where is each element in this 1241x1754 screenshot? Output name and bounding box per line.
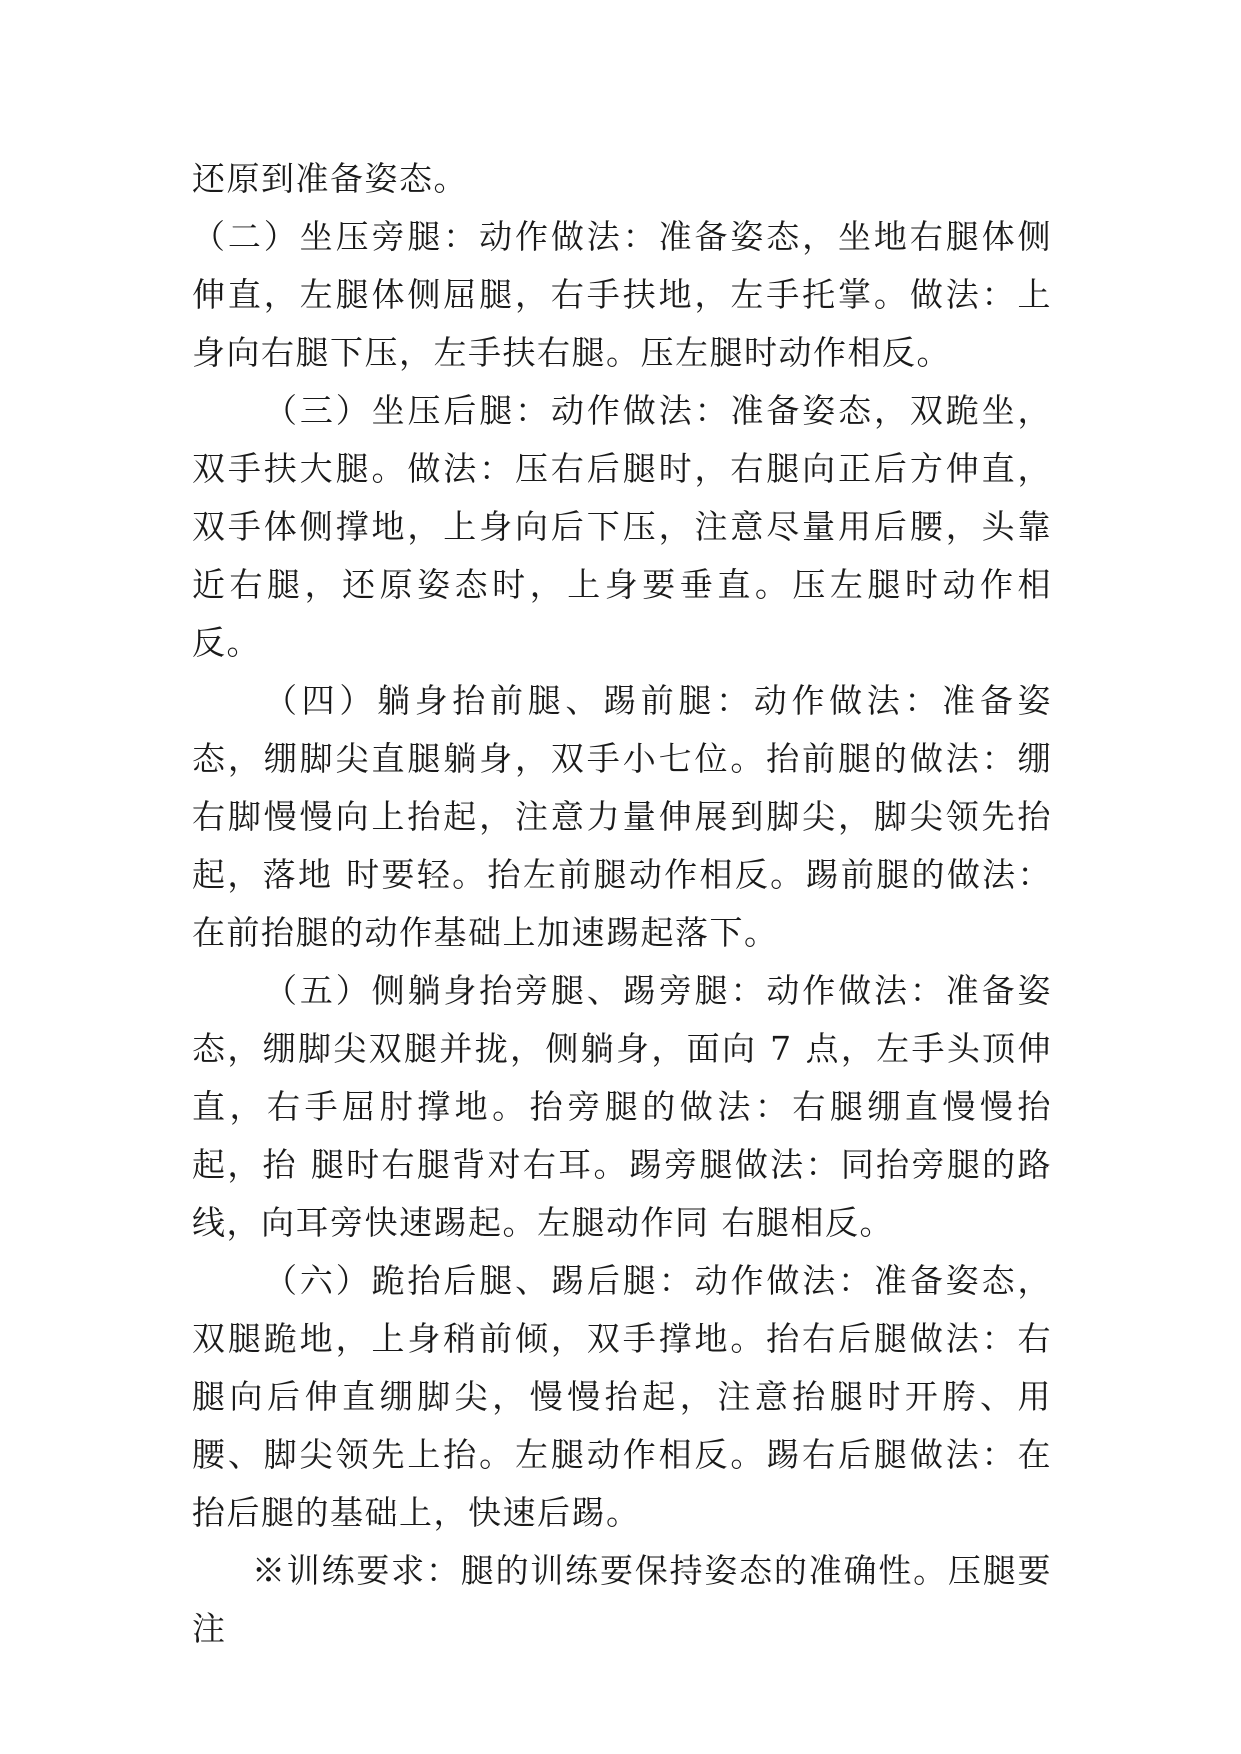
paragraph-kneeling-back-leg-raise: （六）跪抬后腿、踢后腿：动作做法：准备姿态，双腿跪地，上身稍前倾，双手撑地。抬右后腿做法：右腿向后伸直绷脚尖，慢慢抬起，注意抬腿时开胯、用腰、脚尖领先上抬。左腿动作相反。踢右后腿做法：在抬后腿的基础上，快速后踢。 — [192, 1261, 1052, 1532]
paragraph-lying-front-leg-raise: （四）躺身抬前腿、踢前腿：动作做法：准备姿态，绷脚尖直腿躺身，双手小七位。抬前腿的做法：绷右脚慢慢向上抬起，注意力量伸展到脚尖，脚尖领先抬起，落地 时要轻。抬左前腿动作相反。踢前腿的做法：在前抬腿的动作基础上加速踢起落下。 — [192, 681, 1052, 952]
paragraph-seated-back-leg-press: （三）坐压后腿：动作做法：准备姿态，双跪坐，双手扶大腿。做法：压右后腿时，右腿向正后方伸直，双手体侧撑地，上身向后下压，注意尽量用后腰，头靠近右腿，还原姿态时，上身要垂直。压左腿时动作相反。 — [192, 391, 1052, 662]
document-body — [192, 150, 1052, 1658]
paragraph-continuation: 还原到准备姿态。 — [192, 159, 468, 198]
paragraph-training-requirements: ※训练要求：腿的训练要保持姿态的准确性。压腿要注 — [192, 1551, 1052, 1648]
paragraph-side-lying-side-leg-raise: （五）侧躺身抬旁腿、踢旁腿：动作做法：准备姿态，绷脚尖双腿并拢，侧躺身，面向 7 点，左手头顶伸直，右手屈肘撑地。抬旁腿的做法：右腿绷直慢慢抬起，抬 腿时右腿背对右耳。踢旁腿做法：同抬旁腿的路线，向耳旁快速踢起。左腿动作同 右腿相反。 — [192, 971, 1052, 1242]
paragraph-seated-side-leg-press: （二）坐压旁腿：动作做法：准备姿态，坐地右腿体侧伸直，左腿体侧屈腿，右手扶地，左手托掌。做法：上身向右腿下压，左手扶右腿。压左腿时动作相反。 — [192, 217, 1052, 372]
